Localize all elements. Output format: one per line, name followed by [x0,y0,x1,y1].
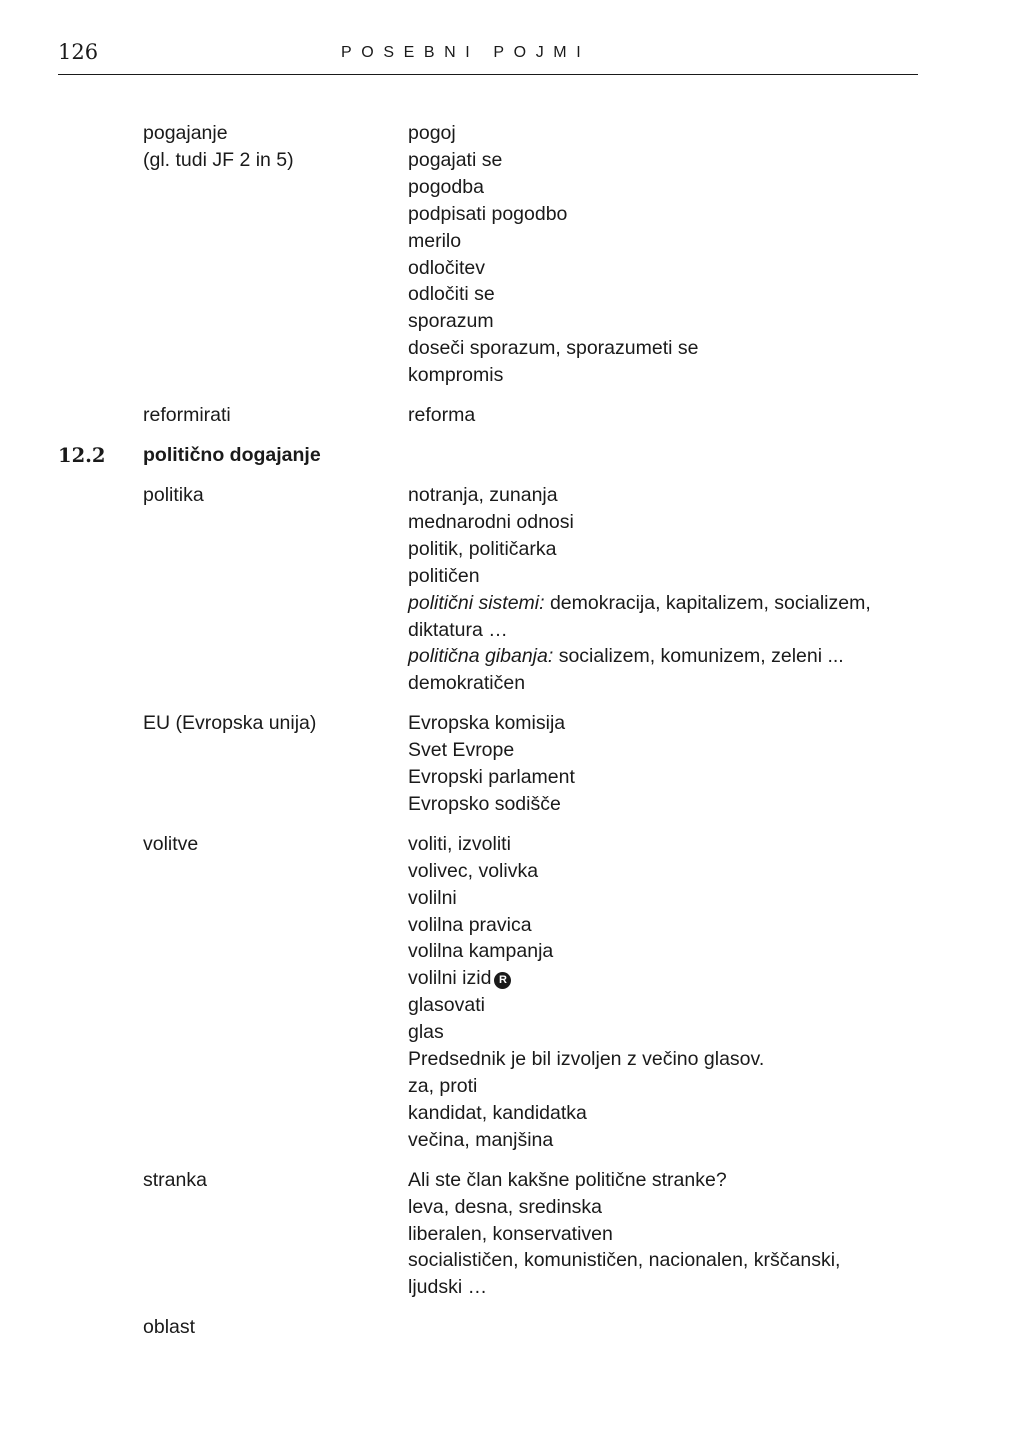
definition-line: volivec, volivka [408,859,539,882]
definition-line: voliti, izvoliti [408,832,511,855]
definition-line: mednarodni odnosi [408,510,574,533]
entry-term [143,482,393,509]
entry-pogajanje [0,120,1024,389]
definition-line: Ali ste član kakšne politične stranke? [408,1168,727,1191]
definition-line: glasovati [408,994,485,1017]
definition-line: ljudski … [408,1276,488,1299]
entry-eu [0,710,1024,818]
entry-term [143,831,393,858]
entry-term [143,710,393,737]
definition-line: pogajati se [408,148,503,171]
running-head: POSEBNI POJMI [341,44,591,61]
definition-line [408,643,938,670]
page-header [58,38,918,75]
term-line: EU (Evropska unija) [143,712,317,735]
definition-line: Evropski parlament [408,766,575,789]
definition-line: doseči sporazum, sporazumeti se [408,337,699,360]
entry-term [143,1314,393,1341]
definition-line: volilni [408,886,457,909]
definition-line: notranja, zunanja [408,483,558,506]
definition-line: Evropska komisija [408,712,566,735]
definition-line: kandidat, kandidatka [408,1101,587,1124]
section-heading [0,442,1024,482]
entry-term [143,1167,393,1194]
register-marker-icon: R [494,972,511,989]
term-cross-reference: (gl. tudi JF 2 in 5) [143,148,294,171]
definition-line: volilna pravica [408,913,532,936]
definition-line: reforma [408,404,476,427]
definition-italic-label: politična gibanja: [408,645,554,668]
definition-line: Predsednik je bil izvoljen z večino glasov. [408,1048,765,1071]
entry-term [143,120,393,174]
definition-line: Evropsko sodišče [408,792,561,815]
vocabulary-list [0,120,1024,1354]
entry-volitve [0,831,1024,1154]
definition-line: odločitev [408,256,485,279]
entry-reformirati [0,402,1024,429]
definition-line: glas [408,1021,444,1044]
term-line: politika [143,483,204,506]
definition-line: leva, desna, sredinska [408,1195,603,1218]
entry-stranka [0,1167,1024,1302]
definition-line: socialističen, komunističen, nacionalen, krščanski, [408,1249,841,1272]
definition-text: volilni izid [408,967,492,990]
definition-line: odločiti se [408,283,495,306]
entry-definitions [408,1314,938,1341]
definition-line: politik, političarka [408,537,557,560]
definition-line: podpisati pogodbo [408,202,568,225]
term-line: volitve [143,832,199,855]
entry-definitions [408,831,938,1154]
term-line: pogajanje [143,122,228,144]
term-line: reformirati [143,404,231,427]
definition-line: za, proti [408,1075,478,1097]
definition-line: kompromis [408,364,504,387]
term-line: oblast [143,1316,196,1339]
definition-line: večina, manjšina [408,1128,554,1151]
definition-line: diktatura … [408,618,508,641]
definition-line: liberalen, konservativen [408,1222,613,1245]
definition-line: pogoj [408,122,456,144]
definition-line: sporazum [408,310,494,333]
entry-definitions [408,710,938,818]
definition-line [408,965,938,992]
definition-line: političen [408,564,480,587]
section-title: politično dogajanje [143,443,321,466]
entry-definitions [408,402,938,429]
definition-italic-label: politični sistemi: [408,591,545,614]
term-line: stranka [143,1168,207,1191]
entry-definitions [408,482,938,697]
entry-definitions [408,120,938,389]
entry-definitions [408,1167,938,1302]
definition-line: volilna kampanja [408,940,554,963]
entry-oblast [0,1314,1024,1341]
definition-text: demokracija, kapitalizem, socializem, [544,591,871,614]
definition-line: pogodba [408,175,484,198]
page-number: 126 [58,40,99,64]
definition-line: Svet Evrope [408,739,515,762]
definition-line: demokratičen [408,672,526,695]
definition-line [408,590,938,617]
section-number: 12.2 [58,443,106,467]
entry-politika [0,482,1024,697]
definition-text: socializem, komunizem, zeleni ... [553,645,844,668]
entry-term [143,402,393,429]
definition-line: merilo [408,229,462,252]
